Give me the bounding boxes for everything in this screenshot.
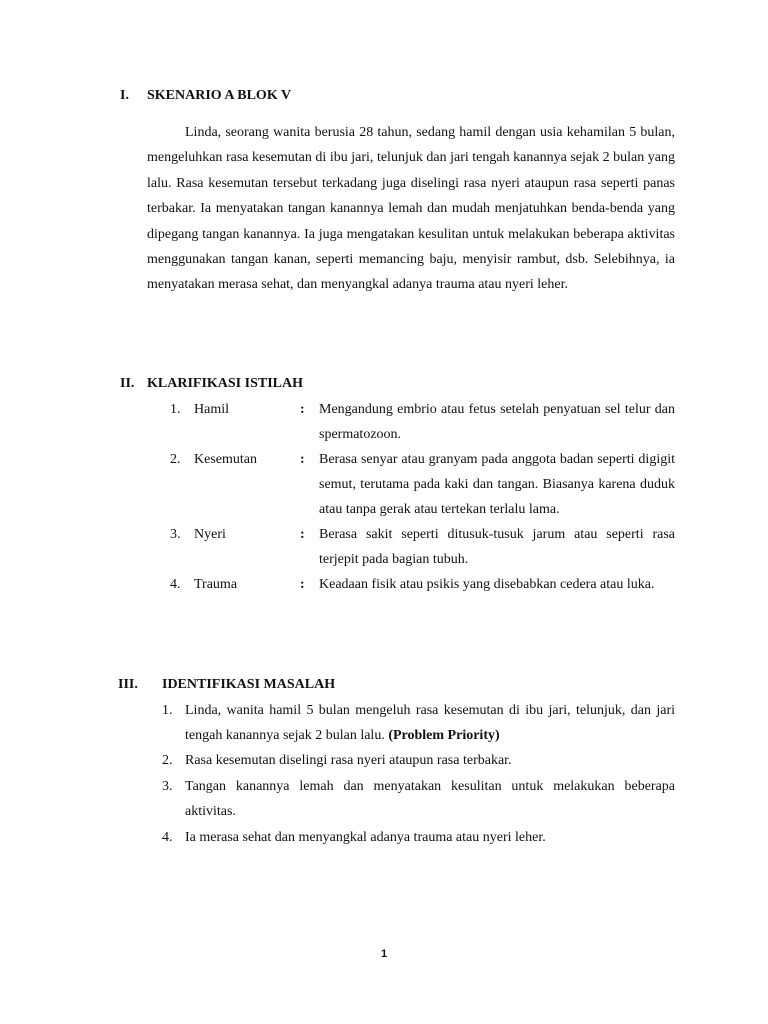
problem-number: 1. (162, 703, 173, 718)
problem-number: 4. (162, 830, 173, 845)
problem-number: 3. (162, 779, 173, 794)
problem-number: 2. (162, 753, 173, 768)
definition-term: Trauma (194, 577, 238, 592)
definition-row (170, 522, 675, 572)
definition-number: 1. (170, 402, 181, 417)
section-3-title: IDENTIFIKASI MASALAH (162, 677, 336, 692)
problem-item (162, 774, 675, 824)
problem-item (162, 698, 675, 748)
definition-colon: : (300, 577, 305, 592)
section-1-numeral: I. (120, 88, 129, 103)
definition-text: Keadaan fisik atau psikis yang disebabkan cedera atau luka. (319, 577, 655, 592)
definition-term: Hamil (194, 402, 229, 417)
definition-text: Berasa sakit seperti ditusuk-tusuk jarum atau seperti rasa terjepit pada bagian tubuh. (319, 527, 675, 567)
problem-item (162, 825, 675, 850)
problem-text: Ia merasa sehat dan menyangkal adanya trauma atau nyeri leher. (185, 830, 546, 845)
problem-text: Rasa kesemutan diselingi rasa nyeri ataupun rasa terbakar. (185, 753, 512, 768)
section-2-numeral: II. (120, 376, 135, 391)
definition-term: Nyeri (194, 527, 226, 542)
definition-colon: : (300, 527, 305, 542)
definition-colon: : (300, 452, 305, 467)
definition-row (170, 447, 675, 522)
definition-colon: : (300, 402, 305, 417)
definition-term: Kesemutan (194, 452, 257, 467)
definition-row (170, 397, 675, 447)
problem-text-wrap (185, 698, 675, 748)
definition-number: 2. (170, 452, 181, 467)
definition-number: 4. (170, 577, 181, 592)
definition-text: Mengandung embrio atau fetus setelah penyatuan sel telur dan spermatozoon. (319, 402, 675, 442)
section-2-title: KLARIFIKASI ISTILAH (147, 376, 303, 391)
problem-item (162, 748, 675, 773)
section-3-numeral: III. (118, 677, 138, 692)
problem-priority-tag: (Problem Priority) (388, 728, 500, 743)
page-number: 1 (380, 948, 388, 960)
problem-text: Linda, wanita hamil 5 bulan mengeluh rasa kesemutan di ibu jari, telunjuk, dan jari tengah kanannya sejak 2 bulan lalu. (185, 703, 675, 743)
scenario-paragraph: Linda, seorang wanita berusia 28 tahun, sedang hamil dengan usia kehamilan 5 bulan, mengeluhkan rasa kesemutan di ibu jari, telunjuk dan jari tengah kanannya sejak 2 bulan yang lalu. Rasa kesemutan tersebut terkadang juga diselingi rasa nyeri ataupun rasa seperti panas terbakar. Ia menyatakan tangan kanannya lemah dan mudah menjatuhkan benda-benda yang dipegang tangan kanannya. Ia juga mengatakan kesulitan untuk melakukan beberapa aktivitas menggunakan tangan kanan, seperti memancing baju, menyisir rambut, dsb. Selebihnya, ia menyatakan merasa sehat, dan menyangkal adanya trauma atau nyeri leher. (147, 125, 675, 293)
definition-number: 3. (170, 527, 181, 542)
problem-text: Tangan kanannya lemah dan menyatakan kesulitan untuk melakukan beberapa aktivitas. (185, 779, 675, 819)
definition-text: Berasa senyar atau granyam pada anggota badan seperti digigit semut, terutama pada kaki dan tangan. Biasanya karena duduk atau tanpa gerak atau tertekan terlalu lama. (319, 452, 675, 517)
definition-row (170, 572, 675, 597)
section-1-title: SKENARIO A BLOK V (147, 88, 292, 103)
